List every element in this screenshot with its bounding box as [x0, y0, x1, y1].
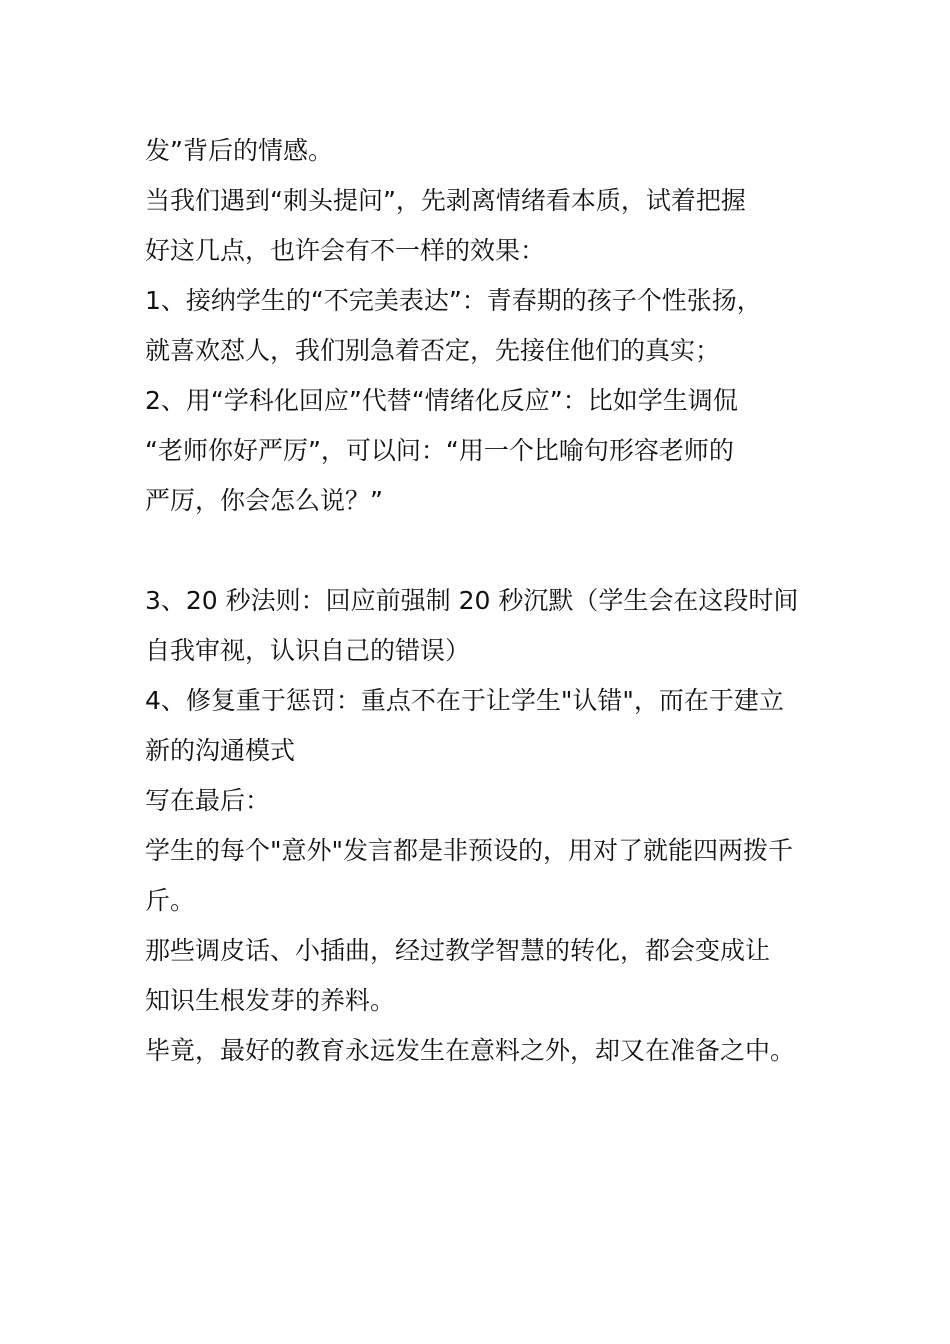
list-item-4-line: 4、修复重于惩罚：重点不在于让学生"认错"，而在于建立: [145, 686, 784, 715]
text-line: 当我们遇到“刺头提问”，先剥离情绪看本质，试着把握: [145, 186, 746, 215]
list-item-2-line: 严厉，你会怎么说？”: [145, 486, 383, 515]
list-item-2-line: “老师你好严厉”，可以问：“用一个比喻句形容老师的: [145, 436, 734, 465]
paragraph-line: 斤。: [145, 886, 196, 915]
list-item-3-line: 3、20 秒法则：回应前强制 20 秒沉默（学生会在这段时间: [145, 586, 799, 615]
paragraph-line: 毕竟，最好的教育永远发生在意料之外，却又在准备之中。: [145, 1036, 796, 1065]
blank-line: [145, 526, 810, 576]
document-body: [145, 126, 810, 1076]
list-item-1-line: 1、接纳学生的“不完美表达”：青春期的孩子个性张扬，: [145, 286, 762, 315]
list-item-3-line: 自我审视，认识自己的错误）: [145, 636, 471, 665]
list-item-4-line: 新的沟通模式: [145, 736, 296, 765]
list-item-2-line: 2、用“学科化回应”代替“情绪化反应”：比如学生调侃: [145, 386, 738, 415]
list-item-1-line: 就喜欢怼人，我们别急着否定，先接住他们的真实；: [145, 336, 721, 365]
text-line: 发”背后的情感。: [145, 136, 333, 165]
paragraph-line: 学生的每个"意外"发言都是非预设的，用对了就能四两拨千: [145, 836, 794, 865]
paragraph-line: 那些调皮话、小插曲，经过教学智慧的转化，都会变成让: [145, 936, 771, 965]
section-heading: 写在最后：: [145, 786, 271, 815]
text-line: 好这几点，也许会有不一样的效果：: [145, 236, 546, 265]
paragraph-line: 知识生根发芽的养料。: [145, 986, 396, 1015]
